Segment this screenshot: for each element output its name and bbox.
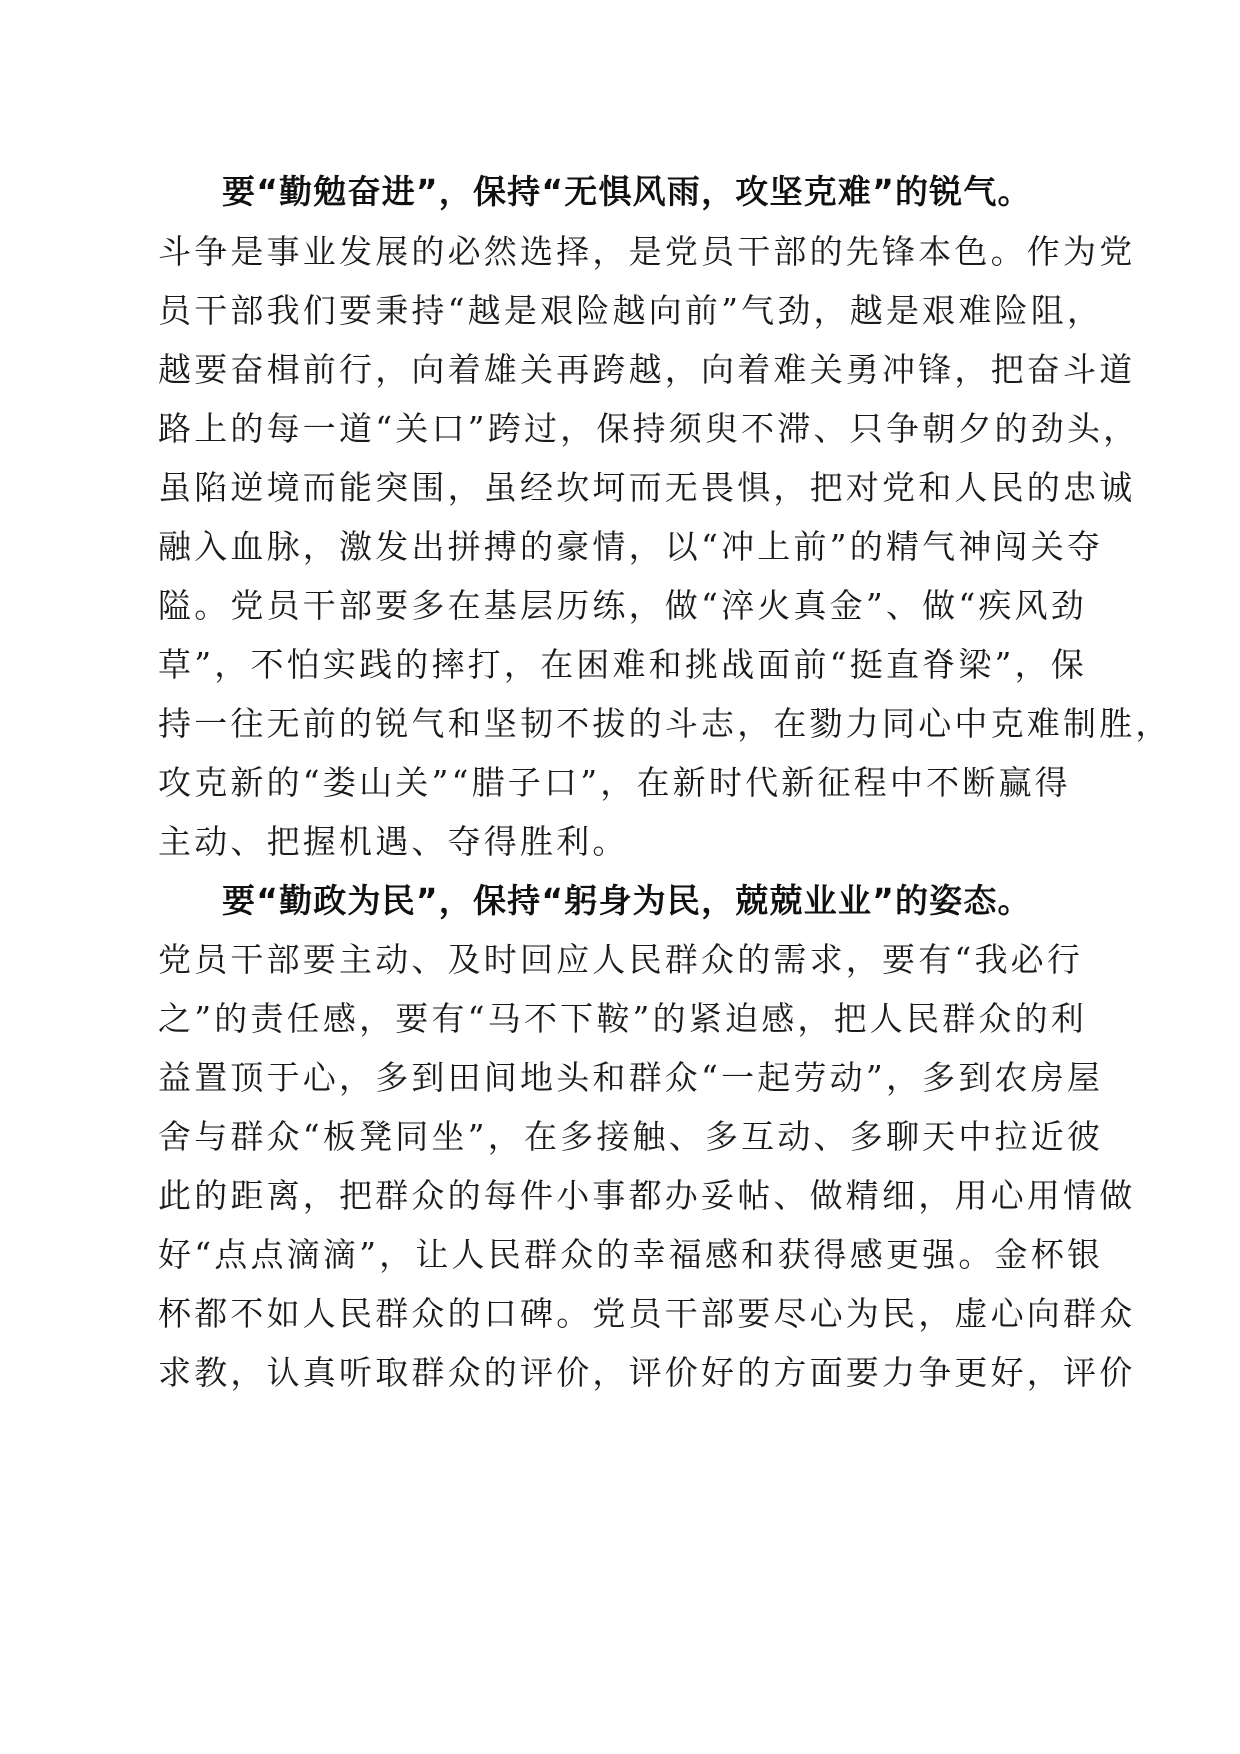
section-2-line-1: 党员干部要主动、及时回应人民群众的需求，要有“我必行 — [158, 940, 1084, 979]
section-2-line-8: 求教，认真听取群众的评价，评价好的方面要力争更好，评价 — [158, 1353, 1136, 1392]
section-1-line-1: 斗争是事业发展的必然选择，是党员干部的先锋本色。作为党 — [158, 232, 1136, 271]
section-1-line-5: 虽陷逆境而能突围，虽经坎坷而无畏惧，把对党和人民的忠诚 — [158, 468, 1136, 507]
section-2-line-6: 好“点点滴滴”，让人民群众的幸福感和获得感更强。金杯银 — [158, 1235, 1104, 1274]
section-1-line-7: 隘。党员干部要多在基层历练，做“淬火真金”、做“疾风劲 — [158, 586, 1088, 625]
section-1-line-10: 攻克新的“娄山关”“腊子口”，在新时代新征程中不断赢得 — [158, 763, 1071, 802]
section-2-line-4: 舍与群众“板凳同坐”，在多接触、多互动、多聊天中拉近彼 — [158, 1117, 1104, 1156]
section-1-heading: 要“勤勉奋进”，保持“无惧风雨，攻坚克难”的锐气。 — [222, 172, 1032, 211]
section-2-line-5: 此的距离，把群众的每件小事都办妥帖、做精细，用心用情做 — [158, 1176, 1136, 1215]
section-2-line-3: 益置顶于心，多到田间地头和群众“一起劳动”，多到农房屋 — [158, 1058, 1104, 1097]
section-2-heading: 要“勤政为民”，保持“躬身为民，兢兢业业”的姿态。 — [222, 881, 1032, 920]
section-1-line-11: 主动、把握机遇、夺得胜利。 — [158, 822, 629, 861]
section-1-line-8: 草”，不怕实践的摔打，在困难和挑战面前“挺直脊梁”，保 — [158, 645, 1088, 684]
section-1-line-2: 员干部我们要秉持“越是艰险越向前”气劲，越是艰难险阻， — [158, 291, 1104, 330]
section-1-line-9: 持一往无前的锐气和坚韧不拔的斗志，在勠力同心中克难制胜， — [158, 704, 1172, 743]
section-1-line-4: 路上的每一道“关口”跨过，保持须臾不滞、只争朝夕的劲头， — [158, 409, 1140, 448]
section-2-line-7: 杯都不如人民群众的口碑。党员干部要尽心为民，虚心向群众 — [158, 1294, 1136, 1333]
section-2-line-2: 之”的责任感，要有“马不下鞍”的紧迫感，把人民群众的利 — [158, 999, 1088, 1038]
section-1-line-6: 融入血脉，激发出拼搏的豪情，以“冲上前”的精气神闯关夺 — [158, 527, 1104, 566]
section-1-line-3: 越要奋楫前行，向着雄关再跨越，向着难关勇冲锋，把奋斗道 — [158, 350, 1136, 389]
